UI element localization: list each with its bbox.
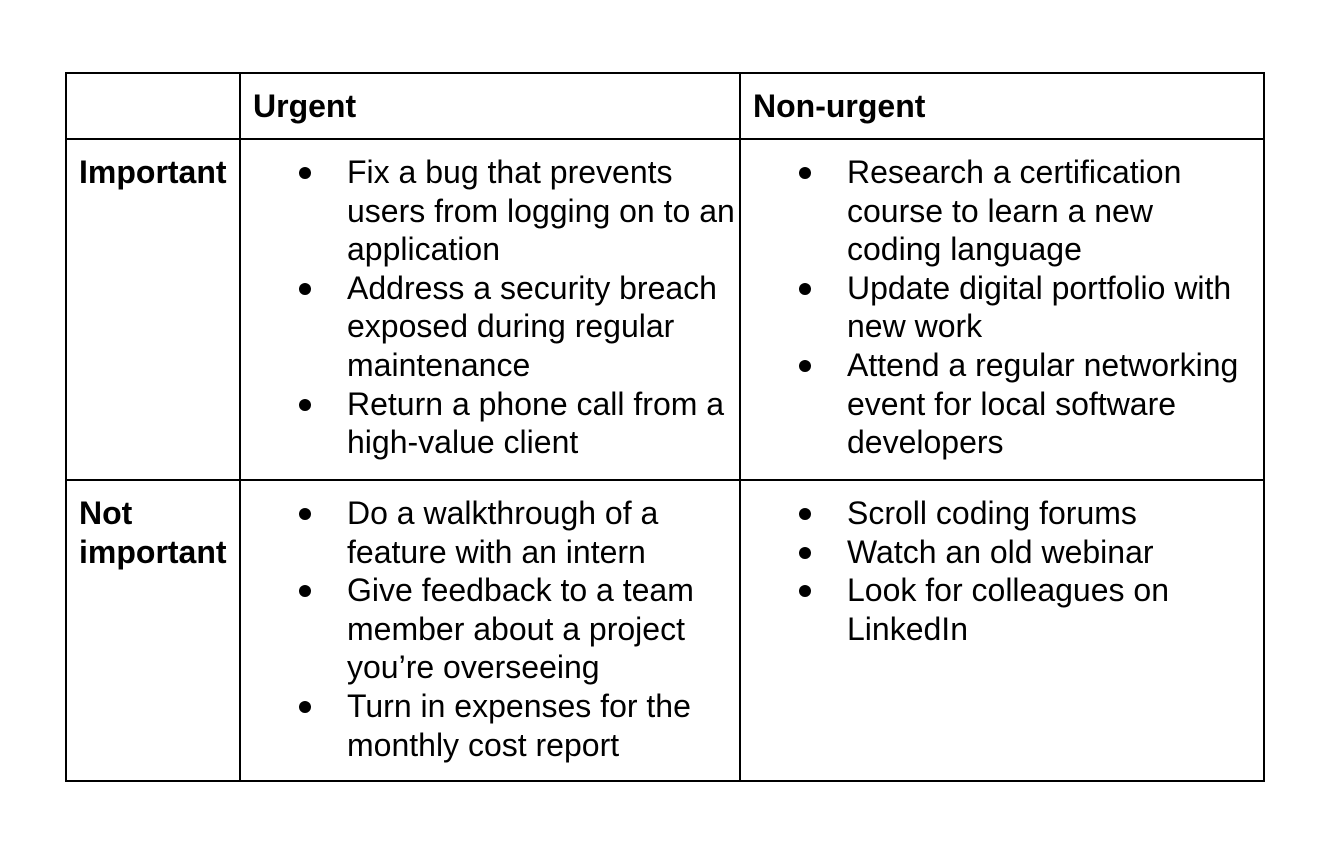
task-item: [741, 571, 1253, 648]
bullet-icon: [799, 283, 811, 295]
task-item: [741, 153, 1253, 269]
bullet-icon: [299, 167, 311, 179]
task-item: [741, 346, 1253, 462]
task-text: Watch an old webinar: [847, 533, 1154, 570]
task-item: [241, 571, 739, 687]
cell-not-important-urgent: [240, 480, 740, 781]
task-item: [241, 494, 739, 571]
column-header-non-urgent: Non-urgent: [740, 73, 1264, 139]
task-text: Attend a regular networking event for local software developers: [847, 346, 1239, 461]
task-item: [741, 269, 1253, 346]
bullet-icon: [299, 701, 311, 713]
bullet-icon: [299, 399, 311, 411]
bullet-icon: [799, 167, 811, 179]
task-item: [741, 494, 1253, 533]
column-header-urgent: Urgent: [240, 73, 740, 139]
task-item: [241, 269, 739, 385]
table-row-important: [66, 139, 1264, 480]
bullet-icon: [799, 585, 811, 597]
task-item: [241, 687, 739, 764]
task-item: [741, 533, 1253, 572]
task-text: Look for colleagues on LinkedIn: [847, 572, 1169, 647]
row-label-not-important: Not important: [66, 480, 240, 781]
row-label-important: Important: [66, 139, 240, 480]
task-text: Update digital portfolio with new work: [847, 269, 1232, 345]
task-list: [741, 153, 1253, 462]
task-text: Turn in expenses for the monthly cost report: [347, 687, 691, 763]
task-text: Give feedback to a team member about a project you’re overseeing: [347, 572, 694, 686]
task-list: [241, 153, 739, 462]
table-header-row: [66, 73, 1264, 139]
bullet-icon: [299, 508, 311, 520]
bullet-icon: [299, 585, 311, 597]
task-text: Do a walkthrough of a feature with an intern: [347, 495, 659, 570]
bullet-icon: [299, 283, 311, 295]
task-text: Address a security breach exposed during regular maintenance: [347, 269, 717, 383]
task-list: [241, 494, 739, 764]
bullet-icon: [799, 360, 811, 372]
priority-matrix-table: [65, 72, 1265, 782]
task-text: Fix a bug that prevents users from logging on to an application: [347, 154, 735, 268]
bullet-icon: [799, 508, 811, 520]
task-text: Research a certification course to learn a new coding language: [847, 154, 1182, 268]
task-item: [241, 385, 739, 462]
cell-important-urgent: [240, 139, 740, 480]
table-row-not-important: [66, 480, 1264, 781]
task-text: Return a phone call from a high-value client: [347, 385, 725, 461]
cell-not-important-non-urgent: [740, 480, 1264, 781]
task-item: [241, 153, 739, 269]
bullet-icon: [799, 547, 811, 559]
cell-important-non-urgent: [740, 139, 1264, 480]
task-list: [741, 494, 1253, 648]
corner-cell: [66, 73, 240, 139]
task-text: Scroll coding forums: [847, 495, 1137, 531]
